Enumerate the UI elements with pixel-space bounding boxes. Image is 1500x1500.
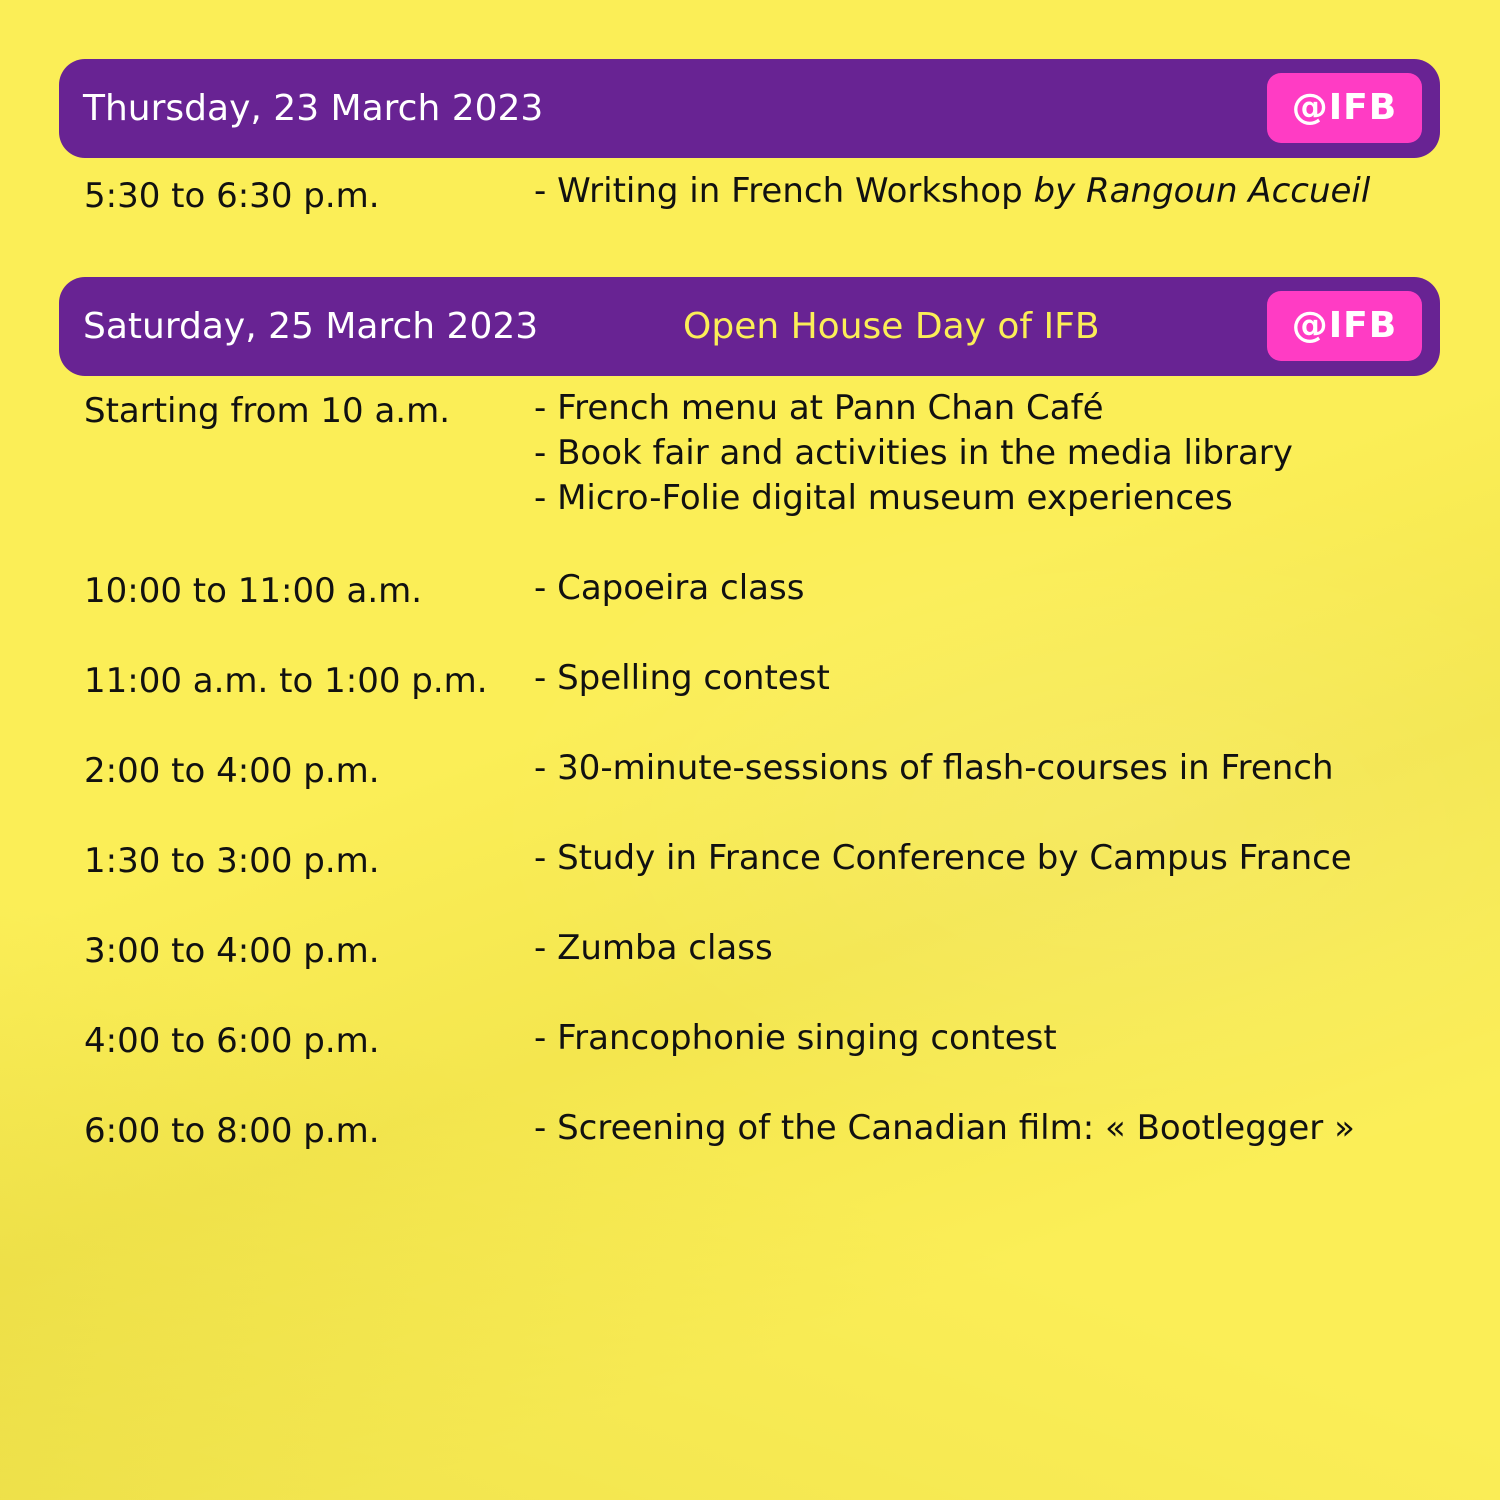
event-time: Starting from 10 a.m. (84, 391, 451, 431)
day-header-thursday (59, 59, 1440, 158)
event-time: 10:00 to 11:00 a.m. (84, 571, 423, 611)
day-subtitle: Open House Day of IFB (683, 306, 1100, 347)
event-description (534, 836, 1352, 881)
event-description (534, 169, 1370, 214)
event-description (534, 746, 1334, 791)
event-line: - Screening of the Canadian film: « Bootlegger » (534, 1108, 1355, 1148)
event-line (534, 169, 1370, 214)
event-description (534, 1106, 1355, 1151)
event-line: - Book fair and activities in the media library (534, 433, 1293, 473)
event-description (534, 386, 1293, 521)
event-line: - 30-minute-sessions of flash-courses in French (534, 748, 1334, 788)
day-date: Thursday, 23 March 2023 (83, 88, 544, 129)
event-title: - Writing in French Workshop (534, 171, 1023, 211)
event-line: - Micro-Folie digital museum experiences (534, 478, 1233, 518)
event-time: 5:30 to 6:30 p.m. (84, 176, 380, 216)
event-line: - Zumba class (534, 928, 773, 968)
venue-badge: @IFB (1267, 73, 1422, 143)
event-time: 11:00 a.m. to 1:00 p.m. (84, 661, 488, 701)
event-time: 1:30 to 3:00 p.m. (84, 841, 380, 881)
day-header-saturday (59, 277, 1440, 376)
venue-badge: @IFB (1267, 291, 1422, 361)
event-time: 6:00 to 8:00 p.m. (84, 1111, 380, 1151)
event-description (534, 566, 804, 611)
event-line: - French menu at Pann Chan Café (534, 388, 1104, 428)
event-description (534, 656, 830, 701)
event-line: - Capoeira class (534, 568, 805, 608)
event-time: 3:00 to 4:00 p.m. (84, 931, 380, 971)
event-line: - Study in France Conference by Campus France (534, 838, 1352, 878)
day-date: Saturday, 25 March 2023 (83, 306, 539, 347)
event-time: 4:00 to 6:00 p.m. (84, 1021, 380, 1061)
event-organizer: by Rangoun Accueil (1033, 171, 1371, 211)
event-description (534, 926, 773, 971)
event-time: 2:00 to 4:00 p.m. (84, 751, 380, 791)
event-description (534, 1016, 1057, 1061)
event-line: - Francophonie singing contest (534, 1018, 1057, 1058)
event-line: - Spelling contest (534, 658, 830, 698)
